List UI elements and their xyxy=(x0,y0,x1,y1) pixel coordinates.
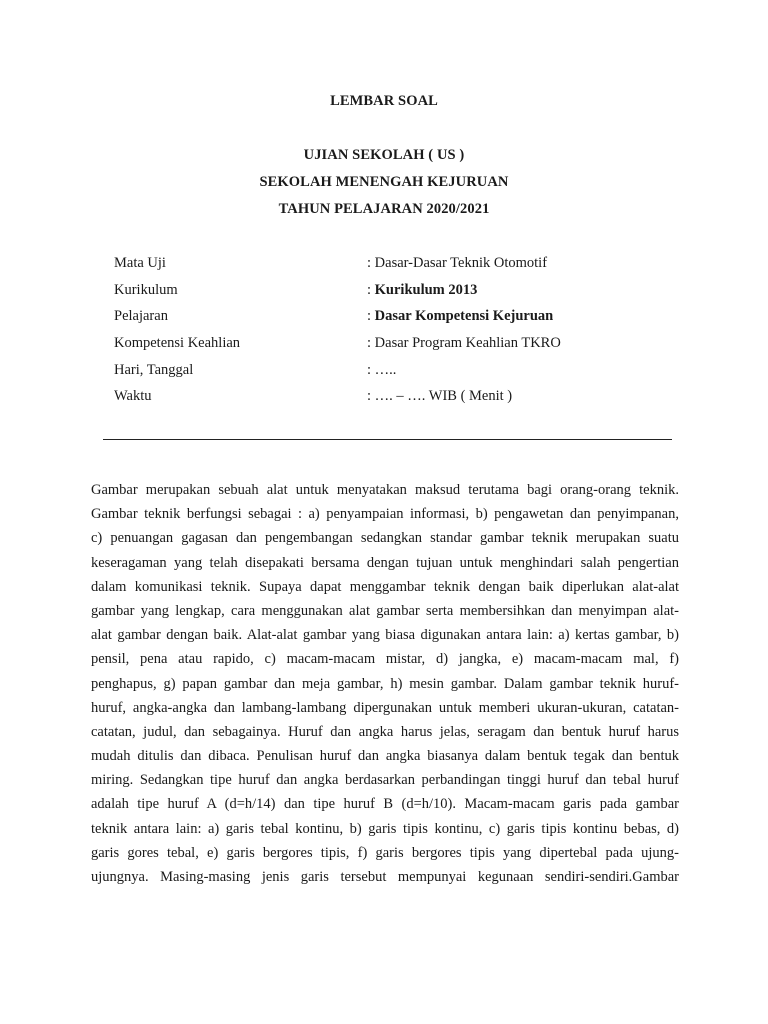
body-line: teknik antara lain: a) garis tebal kontinu, b) garis tipis kontinu, c) garis tipis kontinu bebas, d) xyxy=(91,820,679,837)
info-value-text: Dasar-Dasar Teknik Otomotif xyxy=(374,255,548,271)
body-line: miring. Sedangkan tipe huruf dan angka berdasarkan perbandingan tinggi huruf dan tebal huruf xyxy=(91,772,679,789)
info-label: Kurikulum xyxy=(114,281,178,298)
body-line: garis gores tebal, e) garis bergores tipis, f) garis bergores tipis yang dipertebal pada ujung- xyxy=(91,844,679,861)
info-row-competency xyxy=(114,333,714,360)
body-line: alat gambar dengan baik. Alat-alat gambar yang biasa digunakan antara lain: a) kertas gambar, b) xyxy=(91,627,679,644)
info-separator: : xyxy=(367,281,372,298)
info-separator: : xyxy=(367,255,372,271)
school-name: SEKOLAH MENENGAH KEJURUAN xyxy=(259,174,509,190)
info-value-text: ….. xyxy=(374,361,397,378)
info-row-curriculum xyxy=(114,280,714,307)
body-line: huruf, angka-angka dan lambang-lambang dipergunakan untuk memberi ukuran-ukuran, catatan- xyxy=(91,699,679,716)
body-paragraph xyxy=(91,479,679,890)
info-value xyxy=(367,386,512,406)
exam-info-table xyxy=(114,253,714,413)
header-divider xyxy=(103,439,672,440)
body-line: Gambar merupakan sebuah alat untuk menyatakan maksud terutama bagi orang-orang teknik. xyxy=(91,482,679,498)
info-value-text: Dasar Kompetensi Kejuruan xyxy=(374,308,554,325)
info-value xyxy=(367,360,396,380)
info-row-time xyxy=(114,386,714,413)
body-line: mudah ditulis dan dibaca. Penulisan huruf dan angka biasanya dalam bentuk tegak dan bentuk xyxy=(91,748,679,765)
body-line: catatan, judul, dan sebagainya. Huruf dan angka harus jelas, seragam dan bentuk huruf harus xyxy=(91,723,679,740)
body-line: c) penuangan gagasan dan pengembangan sedangkan standar gambar teknik merupakan suatu xyxy=(91,530,679,547)
body-line: gambar yang lengkap, cara menggunakan alat gambar serta membersihkan dan menyimpan alat- xyxy=(91,602,679,619)
exam-name: UJIAN SEKOLAH ( US ) xyxy=(303,147,465,163)
info-row-date xyxy=(114,360,714,387)
info-value xyxy=(367,333,561,353)
body-line: keseragaman yang telah disepakati bersama dengan tujuan untuk menghindari salah pengertian xyxy=(91,554,679,571)
info-value xyxy=(367,280,477,300)
info-row-lesson xyxy=(114,306,714,333)
body-line: Gambar teknik berfungsi sebagai : a) penyampaian informasi, b) pengawetan dan penyimpanan, xyxy=(91,506,679,523)
info-label: Kompetensi Keahlian xyxy=(114,335,241,352)
info-separator: : xyxy=(367,361,372,378)
info-separator: : xyxy=(367,308,372,325)
info-label: Waktu xyxy=(114,388,152,405)
info-value-text: Kurikulum 2013 xyxy=(374,281,478,298)
body-line: adalah tipe huruf A (d=h/14) dan tipe huruf B (d=h/10). Macam-macam garis pada gambar xyxy=(91,796,679,813)
info-label: Hari, Tanggal xyxy=(114,361,194,378)
body-line: dalam komunikasi teknik. Supaya dapat menggambar teknik dengan baik diperlukan alat-alat xyxy=(91,578,679,595)
info-row-subject xyxy=(114,253,714,280)
info-value-text: …. – …. WIB ( Menit ) xyxy=(374,388,513,405)
info-label: Pelajaran xyxy=(114,308,168,325)
info-separator: : xyxy=(367,335,372,352)
body-line: pensil, pena atau rapido, c) macam-macam mistar, d) jangka, e) macam-macam mal, f) xyxy=(91,651,679,668)
info-label: Mata Uji xyxy=(114,255,166,271)
info-value-text: Dasar Program Keahlian TKRO xyxy=(374,335,561,352)
body-line: ujungnya. Masing-masing jenis garis tersebut mempunyai kegunaan sendiri-sendiri.Gambar xyxy=(91,869,679,885)
document-title: LEMBAR SOAL xyxy=(330,93,438,109)
info-separator: : xyxy=(367,388,372,405)
academic-year: TAHUN PELAJARAN 2020/2021 xyxy=(278,201,490,217)
info-value xyxy=(367,306,553,326)
body-line: penghapus, g) papan gambar dan meja gambar, h) mesin gambar. Dalam gambar teknik huruf- xyxy=(91,675,679,692)
info-value xyxy=(367,253,547,273)
